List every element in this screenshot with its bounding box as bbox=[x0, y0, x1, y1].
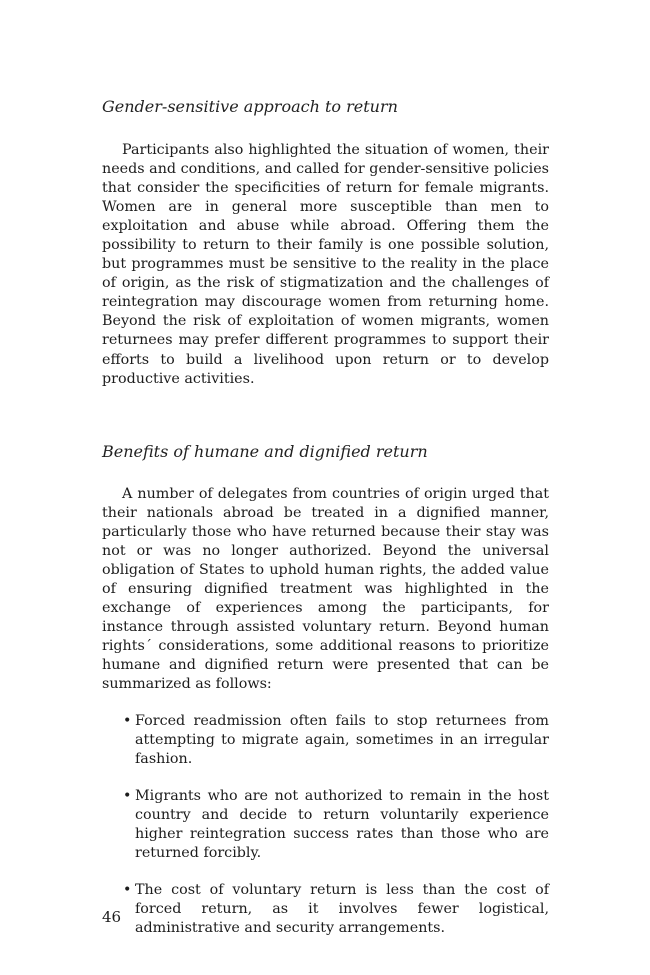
bullet-marker: • bbox=[123, 713, 132, 730]
bullet-marker: • bbox=[123, 788, 132, 805]
list-item-text: The cost of voluntary return is less than the cost of forced return, as it involves fewer logistical, administrative and security arrangements. bbox=[135, 882, 549, 937]
list-item bbox=[123, 787, 549, 863]
list-item-text: Migrants who are not authorized to remain in the host country and decide to return voluntarily experience higher reintegration success rates than those who are returned forcibly. bbox=[135, 788, 549, 862]
paragraph-gender-sensitive-return: Participants also highlighted the situation of women, their needs and conditions, and called for gender-sensitive policies that consider the specificities of return for female migrants. Women are in general more susceptible than men to exploitation and abuse while abroad. Offering them the possibility to return to their family is one possible solution, but programmes must be sensitive to the reality in the place of origin, as the risk of stigmatization and the challenges of reintegration may discourage women from returning home. Beyond the risk of exploitation of women migrants, women returnees may prefer different programmes to support their efforts to build a livelihood upon return or to develop productive activities. bbox=[102, 142, 549, 387]
list-item-text: Forced readmission often fails to stop returnees from attempting to migrate again, sometimes in an irregular fashion. bbox=[135, 713, 549, 768]
section-heading-humane-dignified-return: Benefits of humane and dignified return bbox=[102, 441, 428, 461]
reasons-list bbox=[102, 712, 549, 938]
list-item bbox=[123, 712, 549, 769]
page-number: 46 bbox=[102, 908, 122, 926]
list-item bbox=[123, 881, 549, 938]
bullet-marker: • bbox=[123, 882, 132, 899]
page-body bbox=[102, 96, 549, 956]
paragraph-humane-dignified-return: A number of delegates from countries of origin urged that their nationals abroad be treated in a dignified manner, particularly those who have returned because their stay was not or was no longer authorized. Beyond the universal obligation of States to uphold human rights, the added value of ensuring dignified treatment was highlighted in the exchange of experiences among the participants, for instance through assisted voluntary return. Beyond human rights´ considerations, some additional reasons to prioritize humane and dignified return were presented that can be summarized as follows: bbox=[102, 485, 549, 693]
section-heading-gender-sensitive-return: Gender-sensitive approach to return bbox=[102, 97, 398, 116]
